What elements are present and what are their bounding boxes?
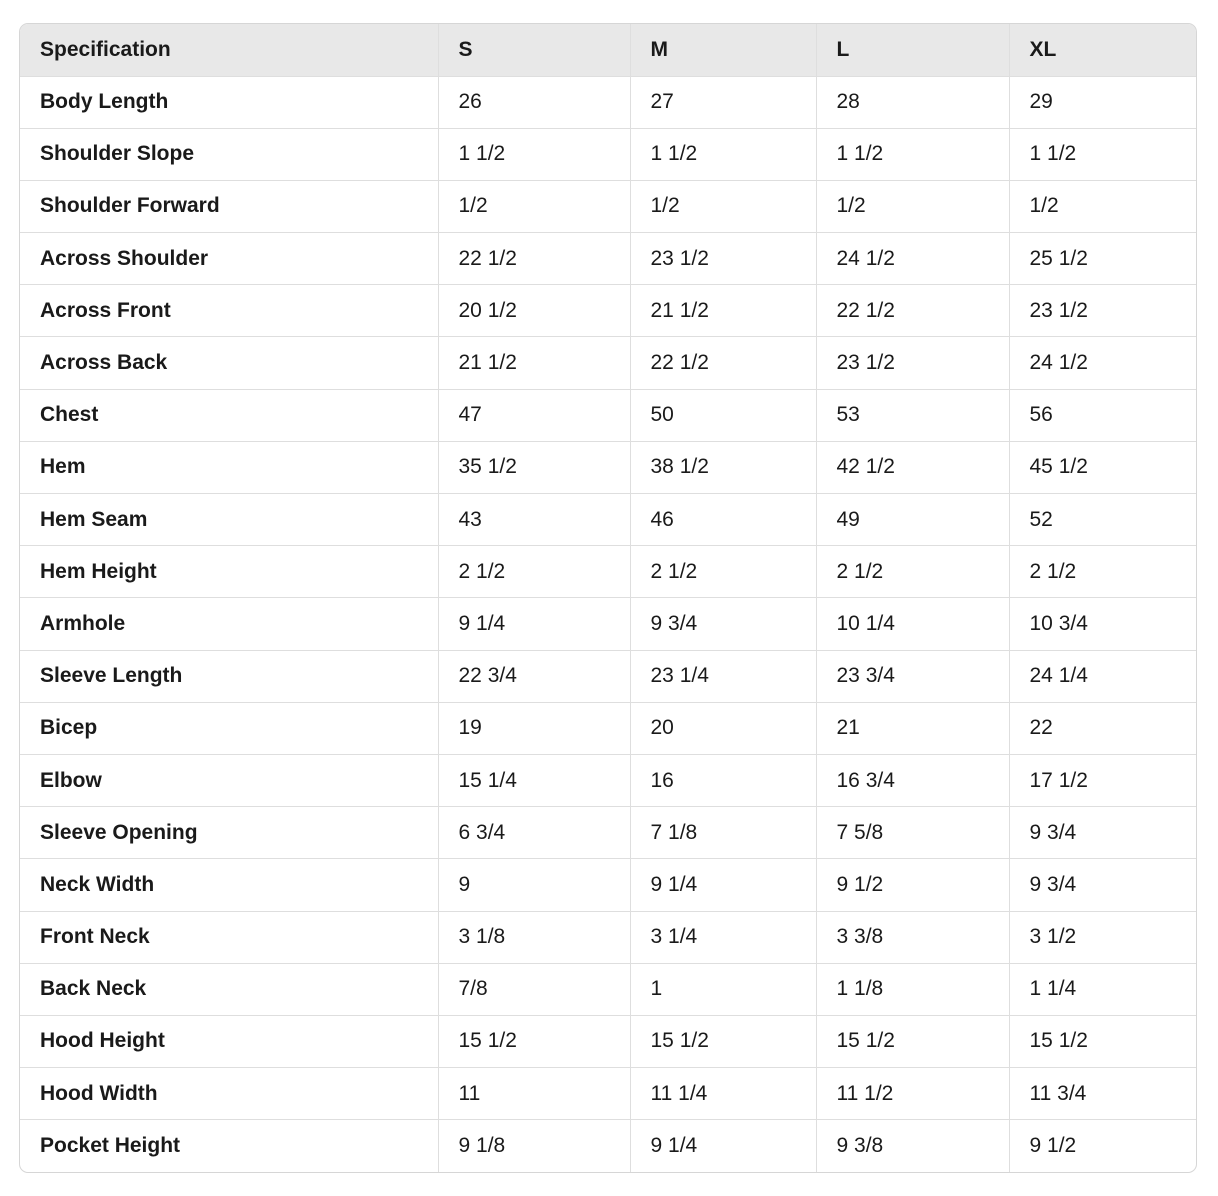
cell-size-l: 16 3/4 xyxy=(816,754,1009,806)
header-row xyxy=(20,24,1196,76)
table-row xyxy=(20,911,1196,963)
cell-size-l: 23 3/4 xyxy=(816,650,1009,702)
cell-size-xl: 24 1/2 xyxy=(1009,337,1196,389)
table-row xyxy=(20,285,1196,337)
cell-size-s: 6 3/4 xyxy=(438,807,630,859)
table-row xyxy=(20,337,1196,389)
cell-size-xl: 25 1/2 xyxy=(1009,233,1196,285)
cell-size-s: 2 1/2 xyxy=(438,546,630,598)
table-row xyxy=(20,1068,1196,1120)
cell-size-xl: 52 xyxy=(1009,494,1196,546)
cell-size-s: 20 1/2 xyxy=(438,285,630,337)
cell-size-m: 15 1/2 xyxy=(630,1015,816,1067)
cell-size-s: 43 xyxy=(438,494,630,546)
cell-size-l: 23 1/2 xyxy=(816,337,1009,389)
cell-size-l: 15 1/2 xyxy=(816,1015,1009,1067)
cell-specification: Chest xyxy=(20,389,438,441)
cell-size-s: 22 3/4 xyxy=(438,650,630,702)
cell-size-m: 23 1/2 xyxy=(630,233,816,285)
cell-specification: Pocket Height xyxy=(20,1120,438,1172)
cell-size-s: 35 1/2 xyxy=(438,441,630,493)
cell-specification: Front Neck xyxy=(20,911,438,963)
cell-size-s: 9 1/4 xyxy=(438,598,630,650)
cell-size-l: 42 1/2 xyxy=(816,441,1009,493)
table-row xyxy=(20,702,1196,754)
cell-specification: Across Shoulder xyxy=(20,233,438,285)
cell-size-m: 21 1/2 xyxy=(630,285,816,337)
cell-size-l: 49 xyxy=(816,494,1009,546)
table-header xyxy=(20,24,1196,76)
cell-size-l: 9 3/8 xyxy=(816,1120,1009,1172)
table-row xyxy=(20,1015,1196,1067)
cell-size-xl: 17 1/2 xyxy=(1009,754,1196,806)
cell-specification: Hood Width xyxy=(20,1068,438,1120)
cell-specification: Back Neck xyxy=(20,963,438,1015)
header-cell-size-xl: XL xyxy=(1009,24,1196,76)
cell-size-xl: 15 1/2 xyxy=(1009,1015,1196,1067)
cell-size-s: 19 xyxy=(438,702,630,754)
cell-specification: Sleeve Opening xyxy=(20,807,438,859)
cell-size-s: 15 1/2 xyxy=(438,1015,630,1067)
cell-size-xl: 1 1/2 xyxy=(1009,128,1196,180)
cell-size-xl: 23 1/2 xyxy=(1009,285,1196,337)
cell-size-l: 1/2 xyxy=(816,180,1009,232)
table-row xyxy=(20,233,1196,285)
table-row xyxy=(20,754,1196,806)
cell-size-m: 38 1/2 xyxy=(630,441,816,493)
cell-size-m: 50 xyxy=(630,389,816,441)
cell-size-m: 3 1/4 xyxy=(630,911,816,963)
cell-size-s: 47 xyxy=(438,389,630,441)
cell-specification: Shoulder Forward xyxy=(20,180,438,232)
table-row xyxy=(20,1120,1196,1172)
cell-size-m: 22 1/2 xyxy=(630,337,816,389)
cell-specification: Sleeve Length xyxy=(20,650,438,702)
table-row xyxy=(20,963,1196,1015)
cell-size-l: 2 1/2 xyxy=(816,546,1009,598)
cell-specification: Armhole xyxy=(20,598,438,650)
cell-size-xl: 9 3/4 xyxy=(1009,859,1196,911)
cell-size-m: 2 1/2 xyxy=(630,546,816,598)
cell-size-m: 9 3/4 xyxy=(630,598,816,650)
cell-size-l: 28 xyxy=(816,76,1009,128)
cell-size-xl: 1/2 xyxy=(1009,180,1196,232)
cell-size-l: 22 1/2 xyxy=(816,285,1009,337)
size-spec-table-container xyxy=(19,23,1197,1173)
cell-size-l: 9 1/2 xyxy=(816,859,1009,911)
table-row xyxy=(20,598,1196,650)
table-row xyxy=(20,650,1196,702)
cell-size-xl: 1 1/4 xyxy=(1009,963,1196,1015)
cell-specification: Hood Height xyxy=(20,1015,438,1067)
table-row xyxy=(20,180,1196,232)
cell-size-m: 9 1/4 xyxy=(630,1120,816,1172)
cell-size-m: 1/2 xyxy=(630,180,816,232)
cell-specification: Shoulder Slope xyxy=(20,128,438,180)
table-row xyxy=(20,807,1196,859)
cell-size-l: 3 3/8 xyxy=(816,911,1009,963)
cell-size-l: 1 1/2 xyxy=(816,128,1009,180)
cell-size-s: 1 1/2 xyxy=(438,128,630,180)
cell-size-s: 3 1/8 xyxy=(438,911,630,963)
cell-specification: Neck Width xyxy=(20,859,438,911)
table-row xyxy=(20,546,1196,598)
cell-specification: Hem Seam xyxy=(20,494,438,546)
cell-size-xl: 3 1/2 xyxy=(1009,911,1196,963)
cell-size-m: 1 xyxy=(630,963,816,1015)
cell-size-l: 21 xyxy=(816,702,1009,754)
cell-size-xl: 2 1/2 xyxy=(1009,546,1196,598)
cell-size-l: 10 1/4 xyxy=(816,598,1009,650)
cell-size-l: 53 xyxy=(816,389,1009,441)
header-cell-size-l: L xyxy=(816,24,1009,76)
cell-specification: Hem Height xyxy=(20,546,438,598)
table-row xyxy=(20,389,1196,441)
cell-size-xl: 24 1/4 xyxy=(1009,650,1196,702)
header-cell-size-m: M xyxy=(630,24,816,76)
cell-size-m: 9 1/4 xyxy=(630,859,816,911)
cell-size-m: 16 xyxy=(630,754,816,806)
cell-size-s: 9 1/8 xyxy=(438,1120,630,1172)
cell-size-xl: 10 3/4 xyxy=(1009,598,1196,650)
cell-size-xl: 45 1/2 xyxy=(1009,441,1196,493)
cell-specification: Hem xyxy=(20,441,438,493)
cell-size-l: 24 1/2 xyxy=(816,233,1009,285)
cell-size-xl: 22 xyxy=(1009,702,1196,754)
cell-size-m: 11 1/4 xyxy=(630,1068,816,1120)
cell-size-l: 11 1/2 xyxy=(816,1068,1009,1120)
cell-size-s: 15 1/4 xyxy=(438,754,630,806)
table-row xyxy=(20,128,1196,180)
cell-specification: Elbow xyxy=(20,754,438,806)
cell-specification: Bicep xyxy=(20,702,438,754)
cell-size-s: 1/2 xyxy=(438,180,630,232)
header-cell-specification: Specification xyxy=(20,24,438,76)
cell-size-xl: 9 1/2 xyxy=(1029,1134,1077,1158)
cell-size-m: 46 xyxy=(630,494,816,546)
cell-size-s: 11 xyxy=(438,1068,630,1120)
cell-size-l: 1 1/8 xyxy=(816,963,1009,1015)
cell-size-xl: 11 3/4 xyxy=(1009,1068,1196,1120)
table-row xyxy=(20,76,1196,128)
cell-size-s: 22 1/2 xyxy=(438,233,630,285)
cell-size-xl: 29 xyxy=(1009,76,1196,128)
cell-size-m: 27 xyxy=(630,76,816,128)
cell-size-xl: 9 3/4 xyxy=(1009,807,1196,859)
cell-size-m: 1 1/2 xyxy=(630,128,816,180)
cell-size-s: 7/8 xyxy=(438,963,630,1015)
table-row xyxy=(20,859,1196,911)
cell-size-s: 9 xyxy=(438,859,630,911)
size-spec-table xyxy=(20,24,1196,1172)
cell-size-m: 23 1/4 xyxy=(630,650,816,702)
cell-specification: Body Length xyxy=(20,76,438,128)
table-row xyxy=(20,494,1196,546)
cell-size-m: 20 xyxy=(630,702,816,754)
cell-specification: Across Front xyxy=(20,285,438,337)
cell-size-s: 26 xyxy=(438,76,630,128)
cell-size-m: 7 1/8 xyxy=(630,807,816,859)
cell-size-xl: 56 xyxy=(1009,389,1196,441)
cell-size-l: 7 5/8 xyxy=(816,807,1009,859)
table-row xyxy=(20,441,1196,493)
header-cell-size-s: S xyxy=(438,24,630,76)
table-body xyxy=(20,76,1196,1172)
cell-size-s: 21 1/2 xyxy=(438,337,630,389)
cell-specification: Across Back xyxy=(20,337,438,389)
